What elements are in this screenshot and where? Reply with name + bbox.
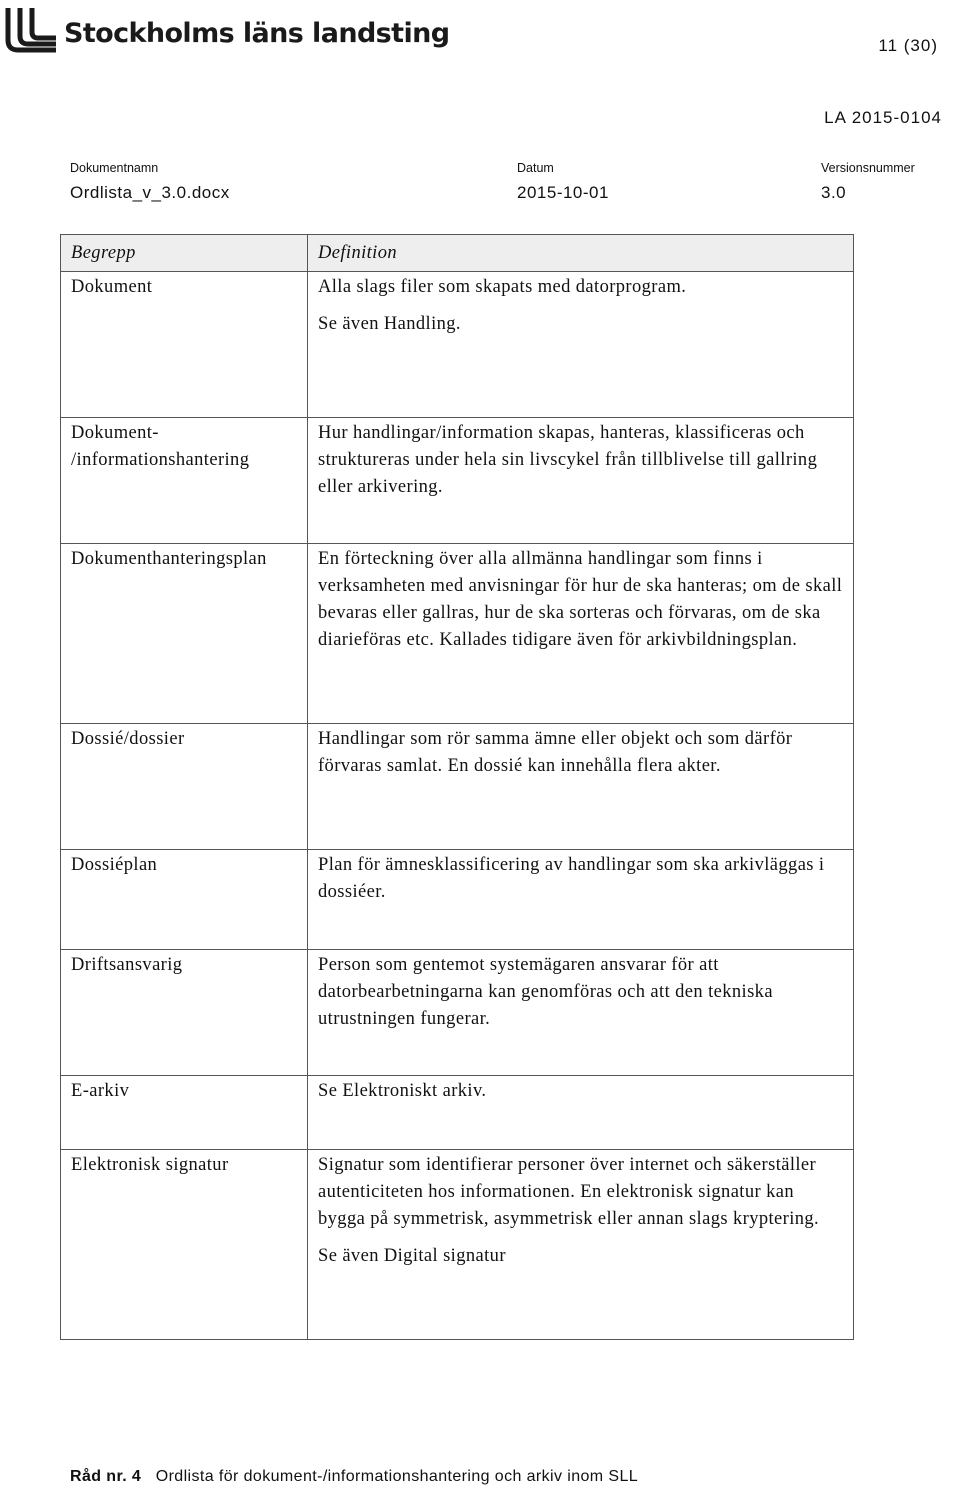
term-cell [61,950,308,1076]
column-header-definition: Definition [308,235,854,272]
definition-paragraph: Alla slags filer som skapats med datorprogram. [318,277,687,297]
table-row [61,418,854,544]
term-cell [61,724,308,850]
meta-value-document-name: Ordlista_v_3.0.docx [70,183,230,202]
term-cell [61,544,308,724]
sll-logo [0,4,449,58]
table-header-row [61,235,854,272]
meta-value-version: 3.0 [821,183,847,202]
definition-paragraph: Signatur som identifierar personer över internet och säkerställer autenticiteten hos informationen. En elektronisk signatur kan bygga på symmetrisk, asymmetrisk eller annan slags kryptering. [318,1155,820,1229]
table-row [61,850,854,950]
definition-paragraph: Se Elektroniskt arkiv. [318,1081,487,1101]
definition-cell [308,724,854,850]
table-row [61,950,854,1076]
footer [70,1468,638,1486]
footer-label: Råd nr. 4 [70,1468,142,1485]
definition-paragraph: Hur handlingar/information skapas, hanteras, klassificeras och struktureras under hela sin livscykel från tillblivelse till gallring eller arkivering. [318,423,818,497]
term-text: E-arkiv [71,1081,130,1101]
definition-paragraph: Se även Handling. [318,314,461,334]
definition-cell [308,418,854,544]
definition-cell [308,1076,854,1150]
meta-value-date: 2015-10-01 [517,183,609,202]
definition-paragraph: Person som gentemot systemägaren ansvarar för att datorbearbetningarna kan genomföras och att den tekniska utrustningen fungerar. [318,955,773,1029]
table-row [61,724,854,850]
term-text: Dossié/dossier [71,729,185,749]
sll-logo-mark-icon [0,6,58,56]
table-row [61,272,854,418]
meta-label-date: Datum [517,161,554,175]
term-cell [61,850,308,950]
meta-label-version: Versionsnummer [821,161,915,175]
term-cell [61,418,308,544]
definition-paragraph: En förteckning över alla allmänna handlingar som finns i verksamheten med anvisningar för hur de ska hanteras; om de skall bevaras eller gallras, hur de ska sorteras och förvaras, om de ska diarieföras etc. Kallades tidigare även för arkivbildningsplan. [318,549,843,650]
glossary-table [60,234,854,1340]
term-text: Dossiéplan [71,855,158,875]
document-code: LA 2015-0104 [824,108,942,127]
term-cell [61,272,308,418]
definition-cell [308,1150,854,1340]
table-row [61,1150,854,1340]
meta-label-document-name: Dokumentnamn [70,161,159,175]
table-row [61,544,854,724]
page-number: 11 (30) [878,36,938,55]
definition-cell [308,950,854,1076]
definition-paragraph: Se även Digital signatur [318,1246,506,1266]
definition-cell [308,272,854,418]
term-cell [61,1150,308,1340]
term-text: Dokument- /informationshantering [71,423,250,470]
definition-cell [308,544,854,724]
table-row [61,1076,854,1150]
glossary-body [61,272,854,1340]
definition-paragraph: Plan för ämnesklassificering av handlingar som ska arkivläggas i dossiéer. [318,855,825,902]
org-name: Stockholms läns landsting [64,17,450,49]
term-text: Dokument [71,277,153,297]
term-text: Dokumenthanteringsplan [71,549,267,569]
definition-cell [308,850,854,950]
column-header-term: Begrepp [61,235,308,272]
term-text: Driftsansvarig [71,955,183,975]
term-cell [61,1076,308,1150]
term-text: Elektronisk signatur [71,1155,229,1175]
footer-title: Ordlista för dokument-/informationshantering och arkiv inom SLL [155,1468,639,1485]
definition-paragraph: Handlingar som rör samma ämne eller objekt och som därför förvaras samlat. En dossié kan innehålla flera akter. [318,729,793,776]
